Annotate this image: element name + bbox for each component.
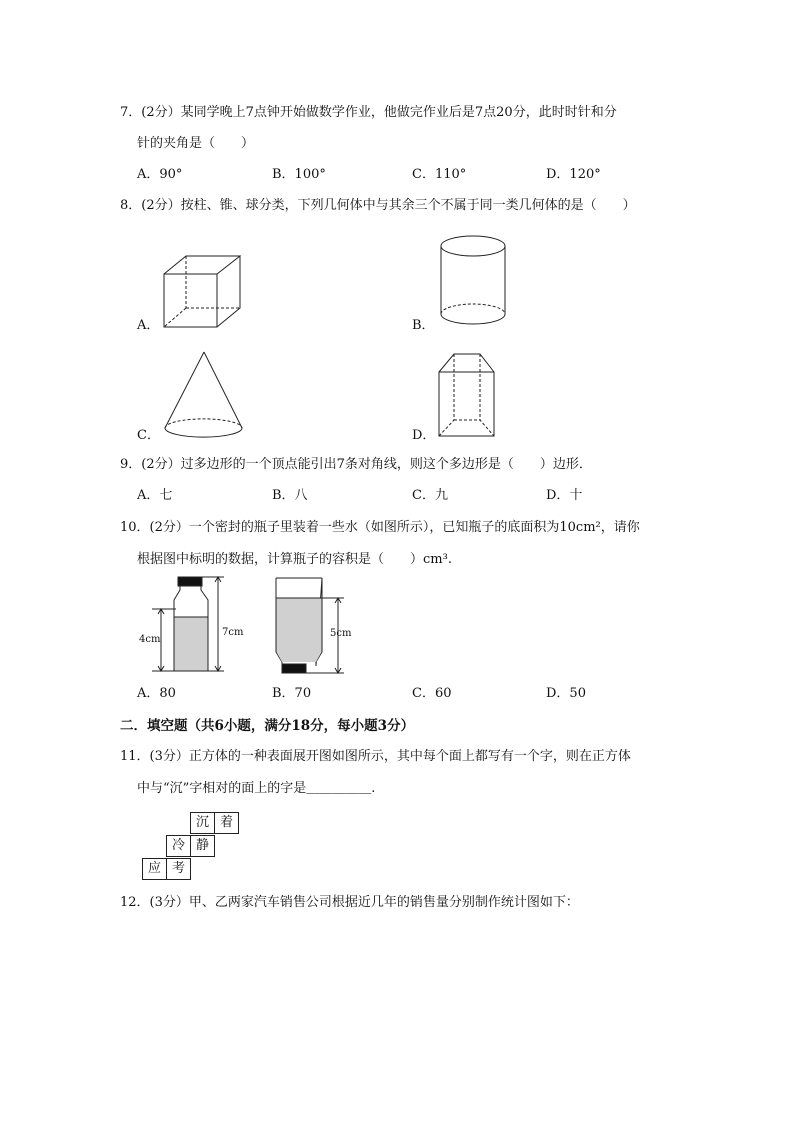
- q10-option-a[interactable]: A．80: [137, 686, 176, 701]
- bottle-inverted-figure: [272, 574, 362, 680]
- q9-option-b[interactable]: B．八: [272, 488, 308, 503]
- q7-option-d[interactable]: D．120°: [546, 167, 601, 182]
- q12-stem: 12．(3分）甲、乙两家汽车销售公司根据近几年的销售量分别制作统计图如下：: [120, 895, 579, 910]
- q10-option-d[interactable]: D．50: [546, 686, 586, 701]
- bottle-height-label: 7cm: [222, 627, 244, 638]
- q10-option-b[interactable]: B．70: [272, 686, 312, 701]
- net-cell: 应: [142, 858, 167, 880]
- q7-option-c[interactable]: C．110°: [412, 167, 467, 182]
- water-height-label: 4cm: [139, 634, 161, 645]
- cylinder-icon: [438, 234, 510, 330]
- q7-stem-line2: 针的夹角是（ ）: [137, 136, 255, 151]
- net-cell: 静: [190, 835, 215, 857]
- q8-label-d[interactable]: D．: [412, 428, 436, 443]
- net-cell: 冷: [166, 835, 191, 857]
- q9-option-d[interactable]: D．十: [546, 488, 583, 503]
- net-cell: 考: [166, 858, 191, 880]
- q7-stem-line1: 7．(2分）某同学晚上7点钟开始做数学作业，他做完作业后是7点20分，此时时针和分: [120, 105, 617, 120]
- q8-label-a[interactable]: A．: [137, 318, 160, 333]
- section-title-fill-in: 二．填空题（共6小题，满分18分，每小题3分）: [120, 718, 415, 734]
- q10-option-c[interactable]: C．60: [412, 686, 452, 701]
- net-cell: 沉: [190, 812, 215, 834]
- q10-stem-line2: 根据图中标明的数据，计算瓶子的容积是（ ）cm³.: [137, 552, 452, 567]
- cone-icon: [162, 350, 246, 440]
- q9-option-a[interactable]: A．七: [137, 488, 173, 503]
- air-height-label: 5cm: [330, 628, 352, 639]
- net-cell: 着: [214, 812, 239, 834]
- q8-stem: 8．(2分）按柱、锥、球分类，下列几何体中与其余三个不属于同一类几何体的是（ ）: [120, 198, 636, 213]
- bottle-upright-figure: [138, 574, 248, 680]
- q7-option-a[interactable]: A．90°: [137, 167, 183, 182]
- q10-stem-line1: 10．(2分）一个密封的瓶子里装着一些水（如图所示），已知瓶子的底面积为10cm²，请你: [120, 520, 640, 535]
- q9-option-c[interactable]: C．九: [412, 488, 448, 503]
- q7-option-b[interactable]: B．100°: [272, 167, 326, 182]
- prism-icon: [436, 350, 500, 442]
- q11-stem-line1: 11．(3分）正方体的一种表面展开图如图所示，其中每个面上都写有一个字，则在正方体: [120, 749, 631, 764]
- cube-icon: [160, 250, 250, 330]
- q8-label-b[interactable]: B．: [412, 318, 435, 333]
- q8-label-c[interactable]: C．: [137, 428, 160, 443]
- q9-stem: 9．(2分）过多边形的一个顶点能引出7条对角线，则这个多边形是（ ）边形．: [120, 457, 592, 472]
- q11-stem-line2: 中与“沉”字相对的面上的字是＿＿＿＿＿.: [137, 781, 376, 796]
